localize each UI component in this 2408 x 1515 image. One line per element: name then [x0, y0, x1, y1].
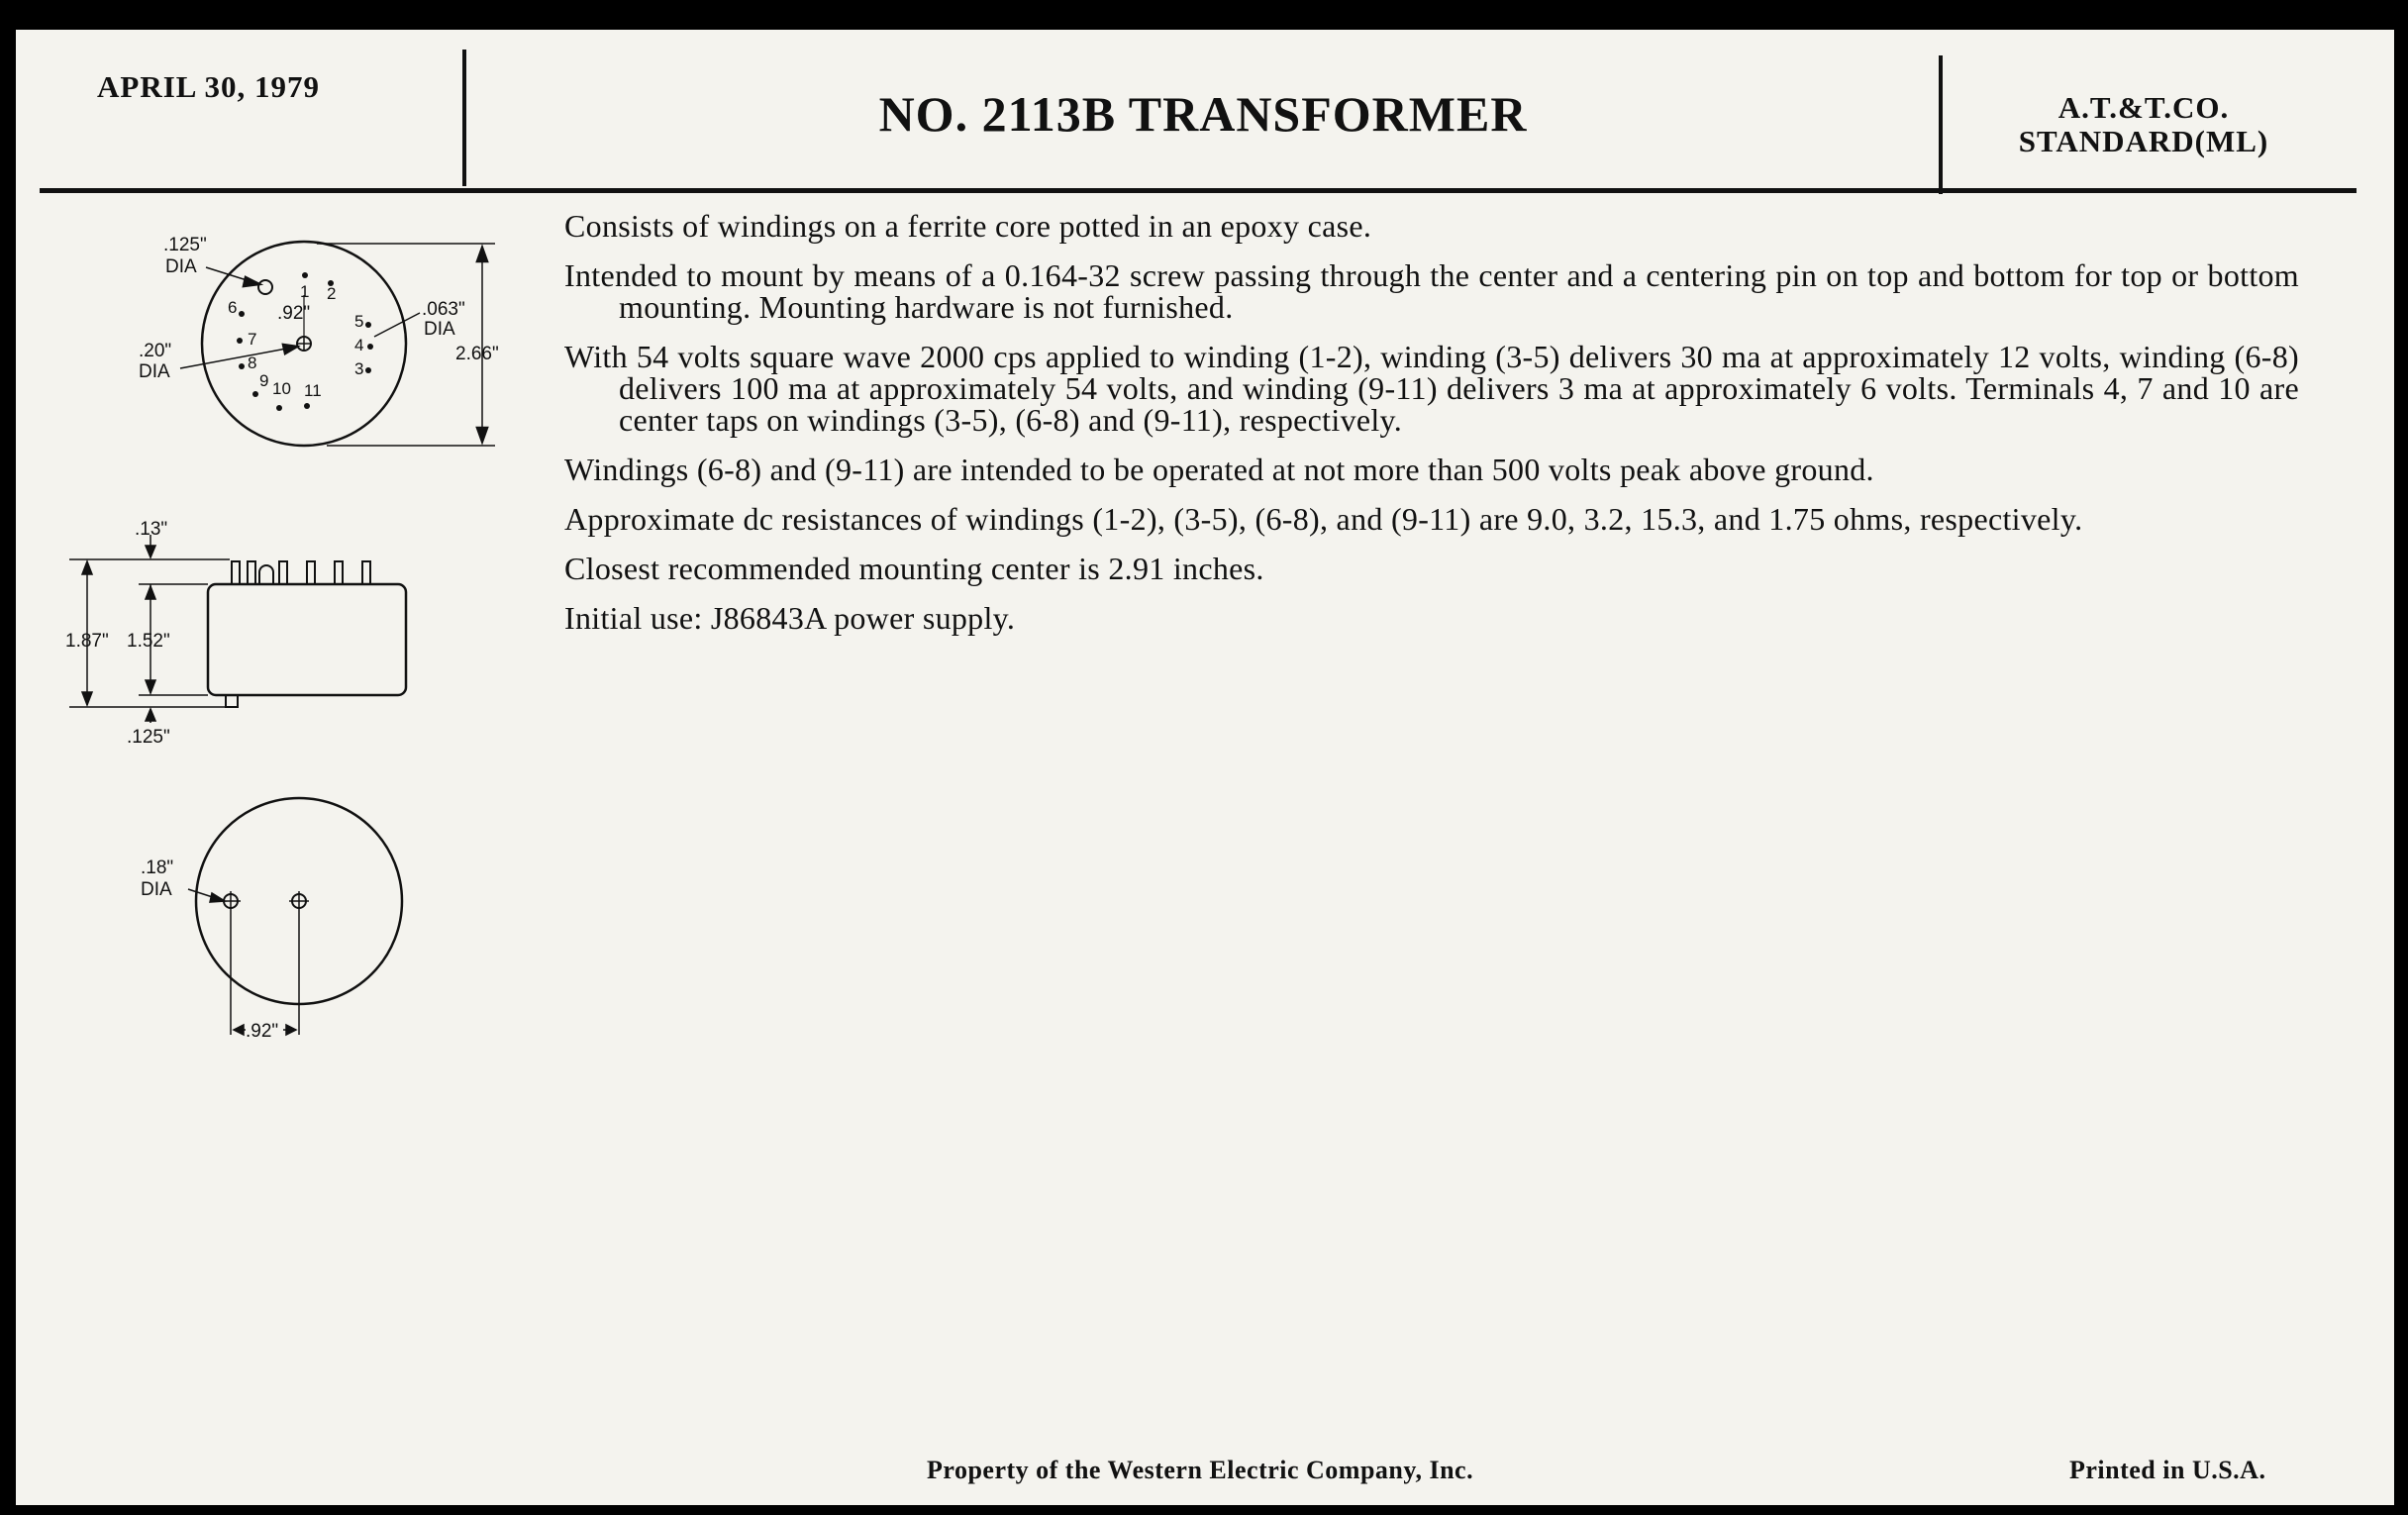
terminal-pin: [279, 561, 287, 584]
terminal-label: 8: [248, 354, 257, 372]
terminal-pin: [248, 561, 255, 584]
paragraph-4: Windings (6-8) and (9-11) are intended to be operated at not more than 500 volts peak above ground.: [564, 452, 1874, 487]
overall-dia-value: 2.66": [455, 344, 499, 364]
total-height-value: 1.87": [65, 631, 109, 652]
screw-dia-value: .20": [139, 341, 172, 361]
centering-pin: [226, 695, 238, 707]
center-spacing-value: .92": [277, 303, 311, 324]
bottom-hole-dia-label: DIA: [141, 879, 172, 900]
terminal-pin: [362, 561, 370, 584]
pin-height-value: .125": [127, 727, 170, 748]
terminal-label: 6: [228, 298, 238, 317]
bottom-hole-dia-value: .18": [141, 858, 174, 878]
screw-dia-label: DIA: [139, 361, 170, 382]
paragraph-2: Intended to mount by means of a 0.164-32 screw passing through the center and a centering pin on top and bottom for top or bottom mounting. Mounting hardware is not furnished.: [564, 257, 2299, 325]
hole-dia-value: .125": [163, 235, 207, 255]
paragraph-1: Consists of windings on a ferrite core potted in an epoxy case.: [564, 208, 1372, 244]
hole-dia-label: DIA: [165, 256, 197, 277]
pin-dia-value: .063": [422, 299, 465, 320]
terminal-label: 10: [272, 379, 291, 398]
paragraph-7: Initial use: J86843A power supply.: [564, 600, 1016, 636]
paragraph-5: Approximate dc resistances of windings (1-2), (3-5), (6-8), and (9-11) are 9.0, 3.2, 15.3, and 1.75 ohms, respectively.: [564, 501, 2083, 537]
footer-printed: Printed in U.S.A.: [2069, 1456, 2266, 1484]
terminal-label: 1: [300, 282, 310, 301]
terminal-label: 2: [327, 284, 337, 303]
terminal-pin: [335, 561, 343, 584]
paragraph-3: With 54 volts square wave 2000 cps applied to winding (1-2), winding (3-5) delivers 30 ma at approximately 12 volts, winding (6-8) delivers 100 ma at approximately 54 volts, and winding (9-11) delivers 3 ma at approximately 6 volts. Terminals 4, 7 and 10 are center taps on windings (3-5), (6-8) and (9-11), respectively.: [564, 339, 2299, 438]
terminal-label: 3: [354, 359, 364, 378]
body-height-value: 1.52": [127, 631, 170, 652]
dimension-drawings: [0, 0, 554, 1089]
header-divider-right: [1939, 55, 1943, 194]
mounting-hole-icon: [258, 280, 272, 294]
terminal-pin: [232, 561, 240, 584]
bottom-spacing-value: .92": [246, 1021, 279, 1042]
terminal-label: 7: [248, 330, 257, 349]
company-standard: [1946, 91, 2342, 158]
company-line-1: A.T.&T.CO.: [2057, 90, 2230, 125]
terminal-height-value: .13": [135, 519, 168, 540]
terminal-label: 11: [304, 381, 322, 400]
terminal-label: 5: [354, 312, 364, 331]
terminal-label: 4: [354, 336, 364, 354]
terminal-label: 9: [259, 371, 269, 390]
page-title: NO. 2113B TRANSFORMER: [878, 86, 1528, 142]
pin-dia-label: DIA: [424, 319, 455, 340]
date: APRIL 30, 1979: [97, 69, 320, 104]
footer-property: Property of the Western Electric Company, Inc.: [927, 1456, 1474, 1484]
case-body: [208, 584, 406, 695]
specification-text: [564, 210, 2299, 652]
paragraph-6: Closest recommended mounting center is 2.91 inches.: [564, 551, 1264, 586]
terminal-pin: [307, 561, 315, 584]
company-line-2: STANDARD(ML): [2018, 124, 2269, 158]
